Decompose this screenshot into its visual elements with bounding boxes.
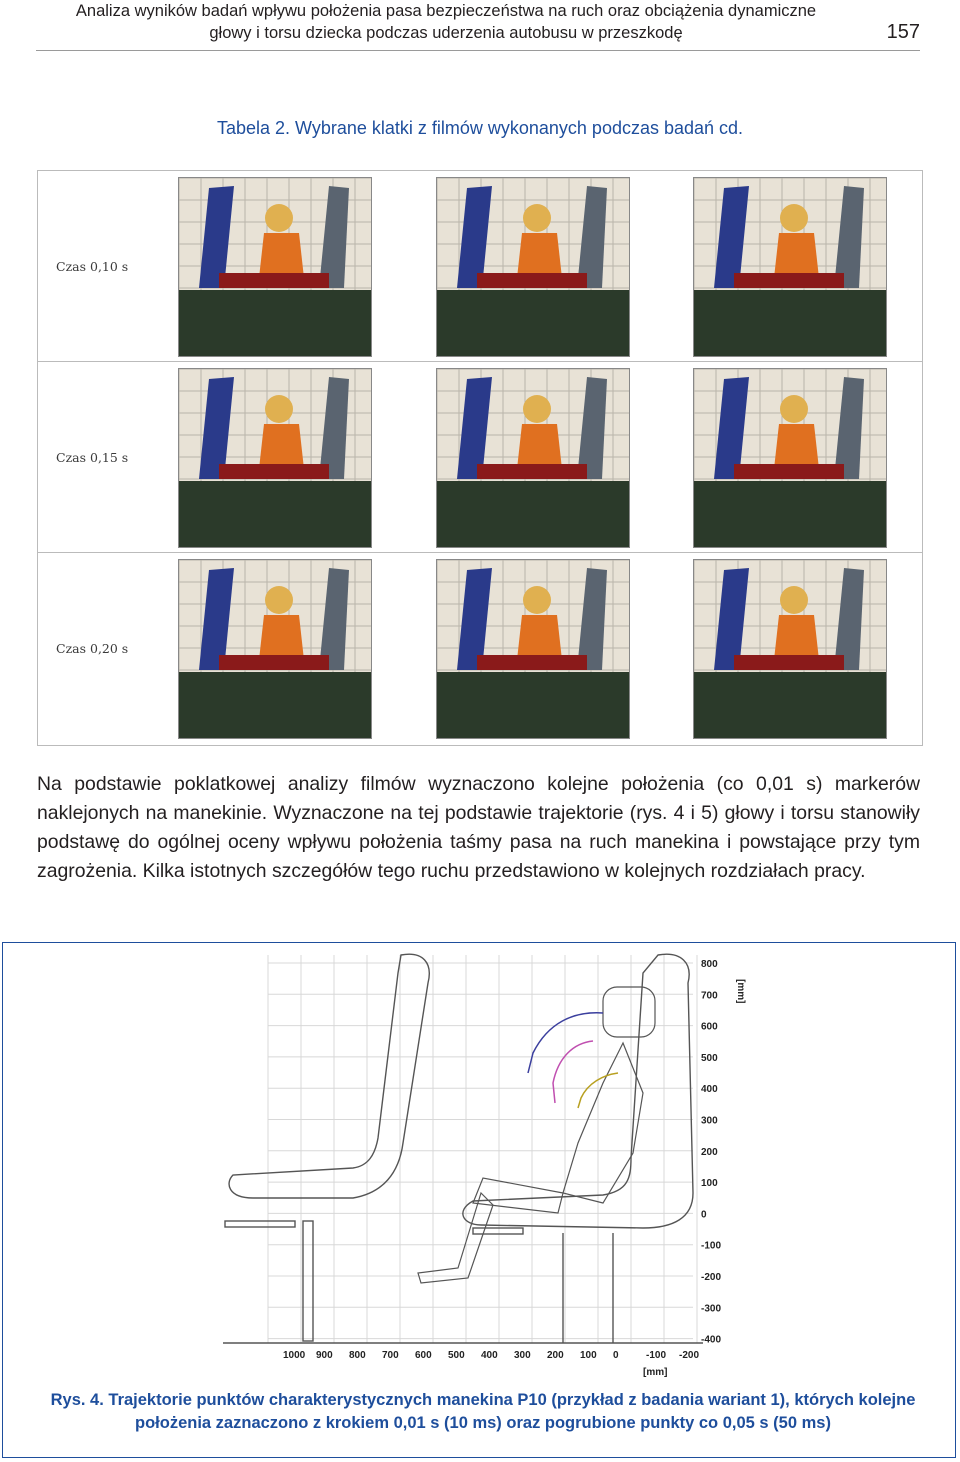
y-axis [701,959,721,1346]
photo-frame [178,559,372,739]
photo-frame [693,559,887,739]
y-tick-label: -100 [701,1240,722,1252]
x-tick-label: 0 [613,1350,619,1361]
row-label: Czas 0,20 s [56,641,129,656]
y-tick-label: 700 [701,990,718,1002]
y-tick-label: 400 [701,1084,718,1096]
x-tick-label: -100 [646,1350,667,1361]
x-tick-label: 900 [316,1350,333,1361]
x-tick-label: 800 [349,1350,366,1361]
photo-frame [693,368,887,548]
x-tick-label: 400 [481,1350,498,1361]
photo-row [38,171,922,362]
photo-table [37,170,923,746]
y-tick-label: 0 [701,1209,707,1221]
photo-frame [436,368,630,548]
photo-frame [436,177,630,357]
x-axis-unit: [mm] [643,1367,668,1378]
row-label: Czas 0,10 s [56,259,129,274]
trajectories [528,1013,618,1108]
figure-caption: Rys. 4. Trajektorie punktów charakterystycznych manekina P10 (przykład z badania wariant 1), których kolejne położenia zaznaczono z krokiem 0,01 s (10 ms) oraz pogrubione punkty co 0,05 s (50 ms) [50,1391,916,1432]
y-tick-label: 200 [701,1146,718,1158]
y-tick-label: 500 [701,1052,718,1064]
x-tick-label: 600 [415,1350,432,1361]
table-caption: Tabela 2. Wybrane klatki z filmów wykonanych podczas badań cd. [216,118,744,138]
header-line-1: Analiza wyników badań wpływu położenia pasa bezpieczeństwa na ruch oraz obciążenia dynamiczne [75,2,817,20]
y-tick-label: 300 [701,1115,718,1127]
figure-4 [2,942,956,1458]
photo-frame [178,177,372,357]
photo-frame [693,177,887,357]
running-header [36,0,920,51]
x-tick-label: 1000 [283,1350,306,1361]
torso-trajectory [553,1041,593,1103]
running-header-title [36,0,856,44]
dummy-outline [418,987,655,1283]
page-number: 157 [886,21,920,43]
y-tick-label: -400 [701,1334,722,1346]
x-axis [283,1350,699,1361]
y-tick-label: -300 [701,1303,722,1315]
photo-frame [436,559,630,739]
photo-row [38,553,922,743]
photo-frame [178,368,372,548]
header-line-2: głowy i torsu dziecka podczas uderzenia autobusu w przeszkodę [209,24,683,42]
y-tick-label: 100 [701,1178,718,1190]
y-tick-label: -200 [701,1272,722,1283]
x-tick-label: 500 [448,1350,465,1361]
trajectory-diagram [3,943,955,1383]
y-tick-label: 600 [701,1021,718,1033]
photo-row [38,362,922,553]
body-paragraph: Na podstawie poklatkowej analizy filmów wyznaczono kolejne położenia (co 0,01 s) markerów naklejonych na manekinie. Wyznaczone na tej podstawie trajektorie (rys. 4 i 5) głowy i torsu stanowiły podstawę do ogólnej oceny wpływu położenia taśmy pasa na ruch manekina i powstające przy tym zagrożenia. Kilka istotnych szczegółów tego ruchu przedstawiono w kolejnych rozdziałach pracy. [37,773,920,882]
x-tick-label: 300 [514,1350,531,1361]
row-label: Czas 0,15 s [56,450,129,465]
y-tick-label: 800 [701,959,718,970]
grid [268,955,697,1343]
x-tick-label: 700 [382,1350,399,1361]
x-tick-label: 100 [580,1350,597,1361]
y-axis-unit: [mm] [735,979,746,1004]
x-tick-label: -200 [679,1350,700,1361]
x-tick-label: 200 [547,1350,564,1361]
